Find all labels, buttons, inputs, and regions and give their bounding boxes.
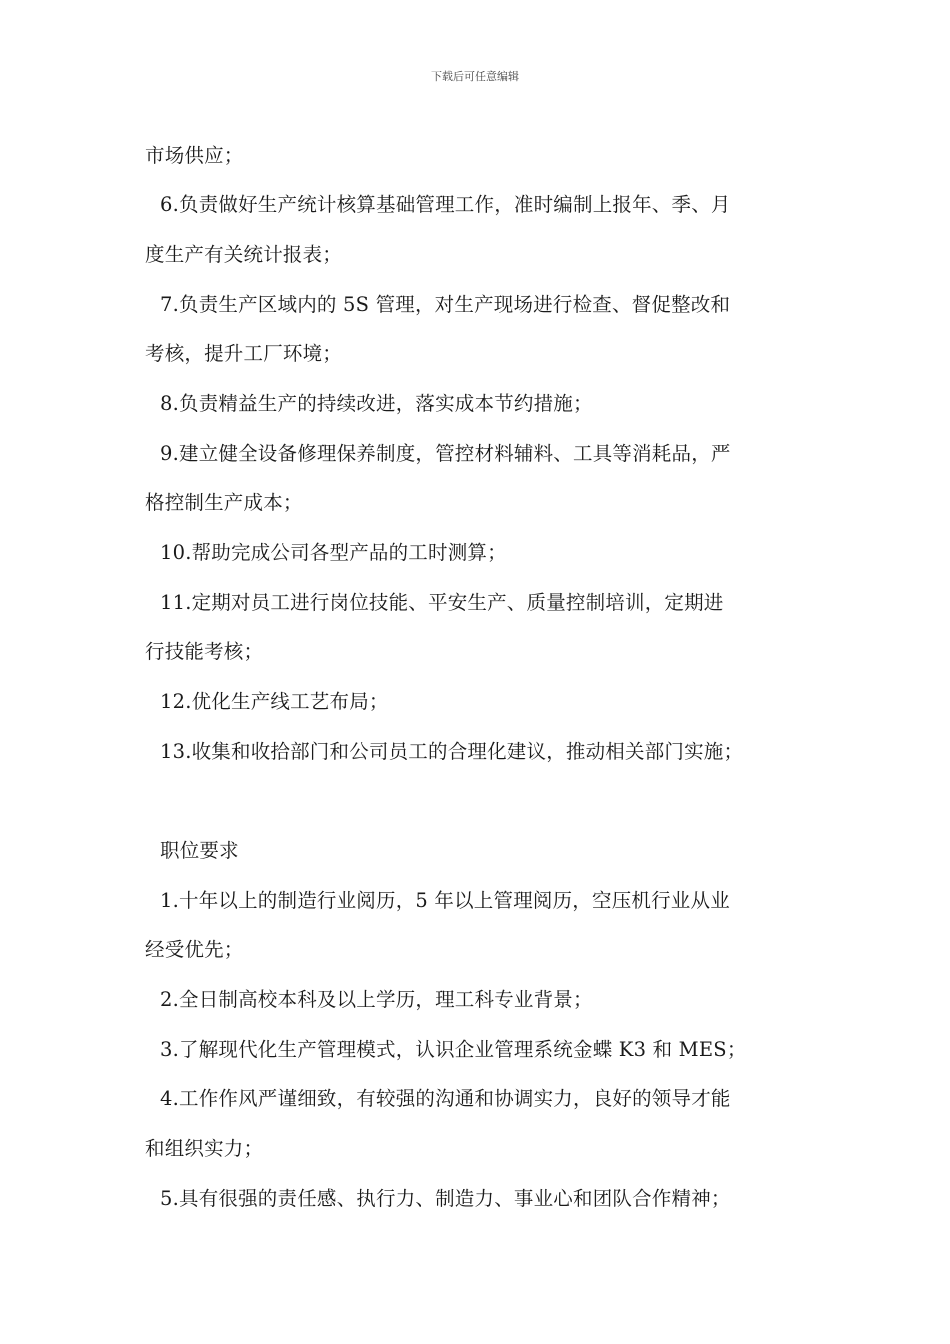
requirement-item-1: 1.十年以上的制造行业阅历，5 年以上管理阅历，空压机行业从业 <box>160 889 730 912</box>
text-line: 行技能考核； <box>145 640 264 663</box>
list-item-10: 10.帮助完成公司各型产品的工时测算； <box>160 541 507 564</box>
text-line: 度生产有关统计报表； <box>145 243 343 266</box>
page-header: 下载后可任意编辑 <box>431 70 519 83</box>
requirement-item-3: 3.了解现代化生产管理模式，认识企业管理系统金蝶 K3 和 MES； <box>160 1038 747 1061</box>
text-line: 市场供应； <box>145 144 244 167</box>
list-item-6: 6.负责做好生产统计核算基础管理工作，准时编制上报年、季、月 <box>160 193 731 216</box>
list-item-13: 13.收集和收拾部门和公司员工的合理化建议，推动相关部门实施； <box>160 740 744 763</box>
requirement-item-5: 5.具有很强的责任感、执行力、制造力、事业心和团队合作精神； <box>160 1187 731 1210</box>
text-line: 格控制生产成本； <box>145 491 303 514</box>
list-item-7: 7.负责生产区域内的 5S 管理，对生产现场进行检查、督促整改和 <box>160 293 731 316</box>
text-line: 和组织实力； <box>145 1137 264 1160</box>
requirement-item-2: 2.全日制高校本科及以上学历，理工科专业背景； <box>160 988 593 1011</box>
text-line: 考核，提升工厂环境； <box>145 342 343 365</box>
requirement-item-4: 4.工作作风严谨细致，有较强的沟通和协调实力，良好的领导才能 <box>160 1087 731 1110</box>
list-item-9: 9.建立健全设备修理保养制度，管控材料辅料、工具等消耗品，严 <box>160 442 731 465</box>
list-item-12: 12.优化生产线工艺布局； <box>160 690 389 713</box>
section-heading: 职位要求 <box>160 839 239 862</box>
text-line: 经受优先； <box>145 938 244 961</box>
list-item-8: 8.负责精益生产的持续改进，落实成本节约措施； <box>160 392 593 415</box>
list-item-11: 11.定期对员工进行岗位技能、平安生产、质量控制培训，定期进 <box>160 591 724 614</box>
